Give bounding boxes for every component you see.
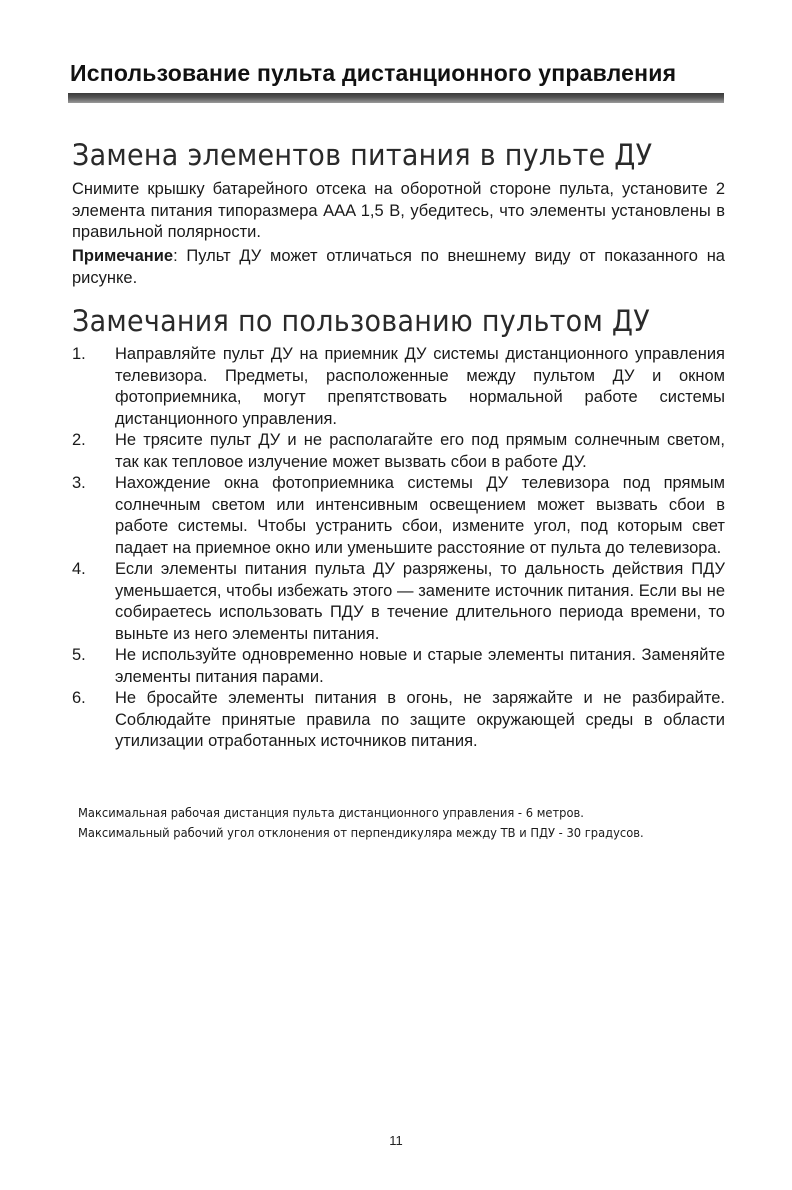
- list-item-text: Нахождение окна фотоприемника системы ДУ телевизора под прямым солнечным светом или интенсивным освещением может вызвать сбои в работе системы. Чтобы устранить сбои, измените угол, под которым свет падает на приемное окно или уменьшите расстояние от пульта до телевизора.: [115, 474, 725, 557]
- list-item: [72, 430, 725, 473]
- list-item-text: Если элементы питания пульта ДУ разряжены, то дальность действия ПДУ уменьшается, чтобы избежать этого — замените источник питания. Если вы не собираетесь использовать ПДУ в течение длительного периода времени, то выньте из него элементы питания.: [115, 560, 725, 643]
- note-label: Примечание: [72, 247, 174, 265]
- list-item: [72, 344, 725, 430]
- section-title-battery-replacement: Замена элементов питания в пульте ДУ: [72, 138, 653, 172]
- note-text: : Пульт ДУ может отличаться по внешнему виду от показанного на рисунке.: [72, 247, 725, 287]
- list-item-number: 4.: [72, 560, 86, 578]
- battery-instructions-paragraph: Снимите крышку батарейного отсека на оборотной стороне пульта, установите 2 элемента питания типоразмера AAA 1,5 В, убедитесь, что элементы установлены в правильной полярности.: [72, 180, 725, 241]
- list-item: [72, 645, 725, 688]
- list-item: [72, 473, 725, 559]
- list-item-text: Не трясите пульт ДУ и не располагайте его под прямым солнечным светом, так как тепловое излучение может вызвать сбои в работе ДУ.: [115, 431, 725, 471]
- page-number: 11: [389, 1133, 403, 1148]
- list-item-text: Не используйте одновременно новые и старые элементы питания. Заменяйте элементы питания парами.: [115, 646, 725, 686]
- list-item-text: Не бросайте элементы питания в огонь, не заряжайте и не разбирайте. Соблюдайте принятые правила по защите окружающей среды в области утилизации отработанных источников питания.: [115, 689, 725, 750]
- list-item: [72, 688, 725, 753]
- usage-notes-list: [72, 344, 725, 753]
- list-item-number: 2.: [72, 431, 86, 449]
- list-item-number: 1.: [72, 345, 86, 363]
- section-title-usage-notes: Замечания по пользованию пультом ДУ: [72, 304, 650, 338]
- page-header-title: Использование пульта дистанционного управления: [70, 60, 677, 86]
- list-item: [72, 559, 725, 645]
- list-item-number: 3.: [72, 474, 86, 492]
- max-angle-note: Максимальный рабочий угол отклонения от перпендикуляра между ТВ и ПДУ - 30 градусов.: [78, 825, 644, 840]
- note-paragraph: [72, 246, 725, 289]
- list-item-number: 5.: [72, 646, 86, 664]
- list-item-number: 6.: [72, 689, 86, 707]
- max-distance-note: Максимальная рабочая дистанция пульта дистанционного управления - 6 метров.: [78, 805, 584, 820]
- header-rule: [68, 93, 724, 103]
- range-notes: [78, 803, 728, 843]
- list-item-text: Направляйте пульт ДУ на приемник ДУ системы дистанционного управления телевизора. Предметы, расположенные между пультом ДУ и окном фотоприемника, могут препятствовать нормальной работе системы дистанционного управления.: [115, 345, 725, 428]
